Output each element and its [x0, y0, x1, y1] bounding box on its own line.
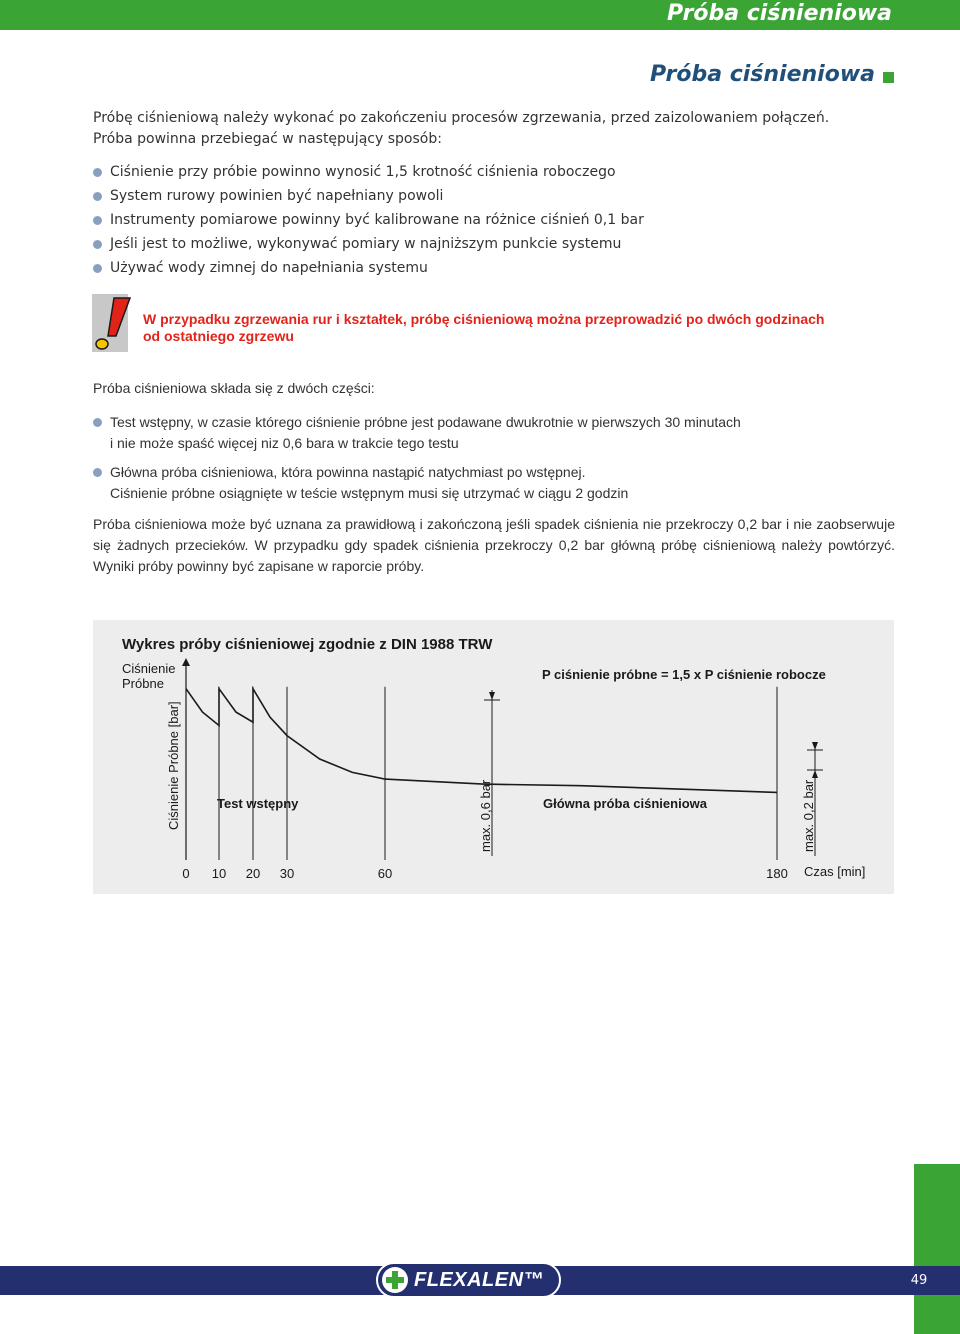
x-tick-label: 60 [377, 866, 393, 881]
bullet-icon [93, 418, 102, 427]
drop1-arrow-icon [489, 692, 495, 700]
x-tick-label: 10 [211, 866, 227, 881]
bullet-icon [93, 264, 102, 273]
test-parts-list [93, 412, 883, 512]
list-item: Instrumenty pomiarowe powinny być kalibrowane na różnice ciśnień 0,1 bar [93, 208, 873, 232]
phase2-label: Główna próba ciśnieniowa [543, 796, 707, 811]
green-side-tab [914, 1164, 960, 1334]
y-axis-arrow-icon [182, 658, 190, 666]
bullet-icon [93, 240, 102, 249]
list-item: Jeśli jest to możliwe, wykonywać pomiary w najniższym punkcie systemu [93, 232, 873, 256]
drop2-arrow-icon [812, 770, 818, 778]
header-title: Próba ciśnieniowa [667, 1, 892, 26]
drop2-label: max. 0,2 bar [801, 779, 816, 852]
intro-line-2: Próba powinna przebiegać w następujący sposób: [93, 131, 442, 147]
warning-text: W przypadku zgrzewania rur i kształtek, próbę ciśnieniową można przeprowadzić po dwóch godzinach od ostatniego zgrzewu [143, 311, 825, 344]
list-item: Test wstępny, w czasie którego ciśnienie próbne jest podawane dwukrotnie w pierwszych 30 minutach i nie może spaść więcej niz 0,6 bara w trakcie tego testu [93, 412, 883, 454]
bullet-icon [93, 468, 102, 477]
x-axis-label: Czas [min] [804, 864, 866, 879]
section-square-icon [883, 72, 894, 83]
pressure-curve [186, 689, 777, 793]
chart-svg [93, 620, 894, 894]
exclamation-warning-icon [92, 292, 134, 354]
flexalen-logo [376, 1262, 561, 1298]
pressure-test-chart [93, 620, 894, 894]
x-tick-label: 20 [245, 866, 261, 881]
parts-intro: Próba ciśnieniowa składa się z dwóch części: [93, 380, 375, 396]
list-item: Ciśnienie przy próbie powinno wynosić 1,5 krotność ciśnienia roboczego [93, 160, 873, 184]
chart-plot [182, 658, 823, 881]
flexalen-cross-icon [382, 1267, 408, 1293]
bullet-icon [93, 168, 102, 177]
x-tick-label: 30 [279, 866, 295, 881]
y-top-label-2: Próbne [122, 676, 164, 691]
list-item: System rurowy powinien być napełniany powoli [93, 184, 873, 208]
requirements-list [93, 160, 873, 280]
intro-text [93, 108, 873, 150]
list-item: Główna próba ciśnieniowa, która powinna nastąpić natychmiast po wstępnej. Ciśnienie próbne osiągnięte w teście wstępnym musi się utrzymać w ciągu 2 godzin [93, 462, 883, 504]
phase1-label: Test wstępny [217, 796, 299, 811]
y-axis-label: Ciśnienie Próbne [bar] [166, 701, 181, 830]
list-item: Używać wody zimnej do napełniania systemu [93, 256, 873, 280]
page-number: 49 [901, 1266, 937, 1295]
intro-line-1: Próbę ciśnieniową należy wykonać po zakończeniu procesów zgrzewania, przed zaizolowaniem połączeń. [93, 110, 830, 126]
y-top-label-1: Ciśnienie [122, 661, 176, 676]
chart-title: Wykres próby ciśnieniowej zgodnie z DIN 1988 TRW [122, 636, 493, 653]
drop2-arrow-icon [812, 742, 818, 750]
drop1-label: max. 0,6 bar [478, 779, 493, 852]
top-bar [0, 0, 960, 30]
logo-text: FLEXALEN™ [414, 1269, 545, 1291]
x-tick-label: 0 [182, 866, 190, 881]
section-title: Próba ciśnieniowa [650, 62, 875, 87]
formula-annotation: P ciśnienie próbne = 1,5 x P ciśnienie robocze [542, 667, 826, 682]
bullet-icon [93, 192, 102, 201]
result-paragraph: Próba ciśnieniowa może być uznana za prawidłową i zakończoną jeśli spadek ciśnienia nie przekroczy 0,2 bar i nie zaobserwuje się żadnych przecieków. W przypadku gdy spadek ciśnienia przekroczy 0,2 bar główną próbę ciśnieniową należy powtórzyć. Wyniki próby powinny być zapisane w raporcie próby. [93, 516, 895, 574]
bullet-icon [93, 216, 102, 225]
x-tick-label: 180 [766, 866, 788, 881]
